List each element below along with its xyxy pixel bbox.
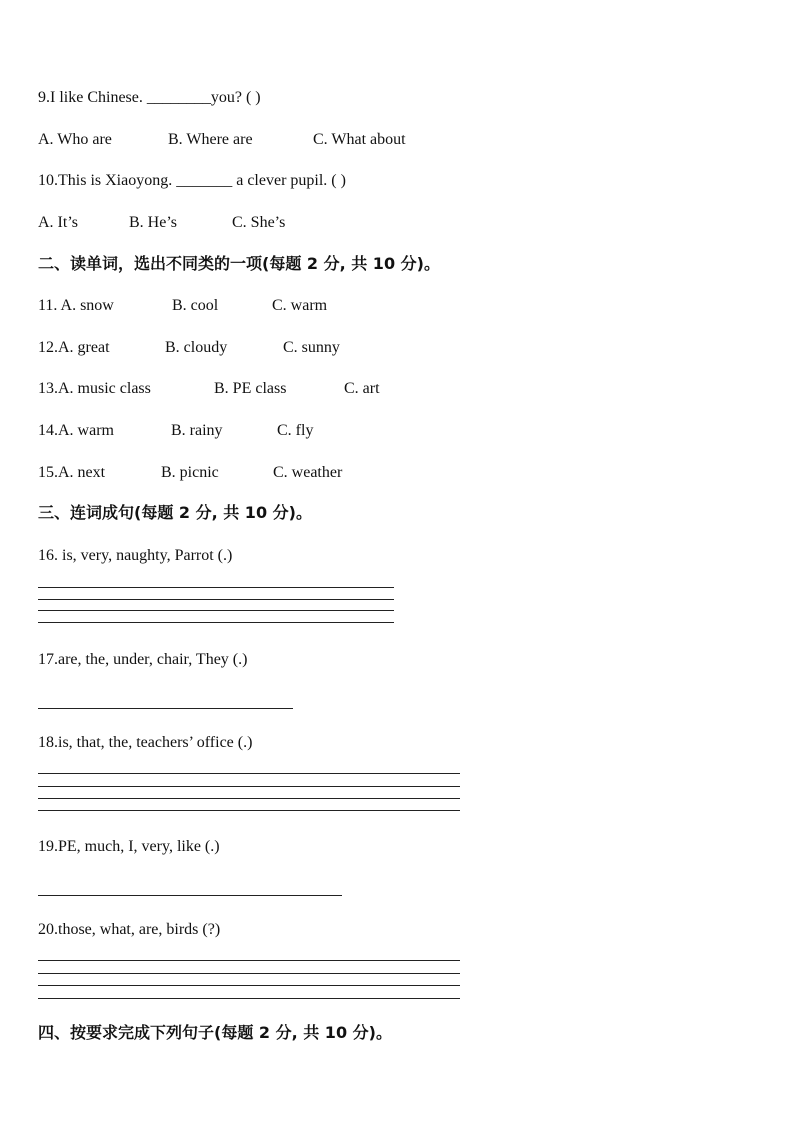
question-9-stem: 9.I like Chinese. ________you? ( ): [38, 89, 261, 106]
option-a: 13.A. music class: [38, 380, 151, 397]
answer-line[interactable]: [38, 810, 460, 811]
answer-line[interactable]: [38, 622, 394, 623]
answer-line[interactable]: [38, 599, 394, 600]
option-b: B. He’s: [129, 214, 177, 231]
answer-line[interactable]: [38, 998, 460, 999]
option-a: 14.A. warm: [38, 422, 114, 439]
option-a: 15.A. next: [38, 464, 106, 481]
section-3-heading: 三、连词成句(每题 2 分, 共 10 分)。: [38, 503, 312, 522]
question-18-stem: 18.is, that, the, teachers’ office (.): [38, 734, 253, 751]
question-12-options: [38, 338, 340, 358]
section-4-heading: 四、按要求完成下列句子(每题 2 分, 共 10 分)。: [38, 1023, 392, 1042]
option-c: C. What about: [313, 131, 406, 148]
option-c: C. sunny: [283, 339, 340, 356]
option-b: B. cloudy: [165, 339, 228, 356]
answer-line[interactable]: [38, 786, 460, 787]
answer-line[interactable]: [38, 587, 394, 588]
question-10-options: [38, 213, 285, 233]
answer-line[interactable]: [38, 985, 460, 986]
question-19-stem: 19.PE, much, I, very, like (.): [38, 838, 220, 855]
question-11-options: [38, 296, 327, 316]
option-b: B. PE class: [214, 380, 287, 397]
option-c: C. weather: [273, 464, 343, 481]
question-10-stem: 10.This is Xiaoyong. _______ a clever pupil. ( ): [38, 172, 346, 189]
answer-line[interactable]: [38, 973, 460, 974]
section-2-heading: 二、读单词，选出不同类的一项(每题 2 分, 共 10 分)。: [38, 254, 440, 273]
answer-line[interactable]: [38, 895, 342, 896]
option-a: A. Who are: [38, 131, 112, 148]
question-13-options: [38, 379, 380, 399]
answer-line[interactable]: [38, 960, 460, 961]
question-14-options: [38, 421, 313, 441]
option-b: B. Where are: [168, 131, 253, 148]
option-a: A. It’s: [38, 214, 78, 231]
question-15-options: [38, 463, 342, 483]
option-c: C. warm: [272, 297, 328, 314]
answer-line[interactable]: [38, 708, 293, 709]
option-b: B. cool: [172, 297, 219, 314]
option-a: 11. A. snow: [38, 297, 114, 314]
option-b: B. picnic: [161, 464, 219, 481]
question-9-options: [38, 130, 406, 150]
question-17-stem: 17.are, the, under, chair, They (.): [38, 651, 248, 668]
answer-line[interactable]: [38, 610, 394, 611]
option-c: C. fly: [277, 422, 314, 439]
answer-line[interactable]: [38, 798, 460, 799]
question-16-stem: 16. is, very, naughty, Parrot (.): [38, 547, 233, 564]
option-c: C. She’s: [232, 214, 286, 231]
answer-line[interactable]: [38, 773, 460, 774]
option-a: 12.A. great: [38, 339, 110, 356]
option-b: B. rainy: [171, 422, 223, 439]
option-c: C. art: [344, 380, 380, 397]
question-20-stem: 20.those, what, are, birds (?): [38, 921, 221, 938]
